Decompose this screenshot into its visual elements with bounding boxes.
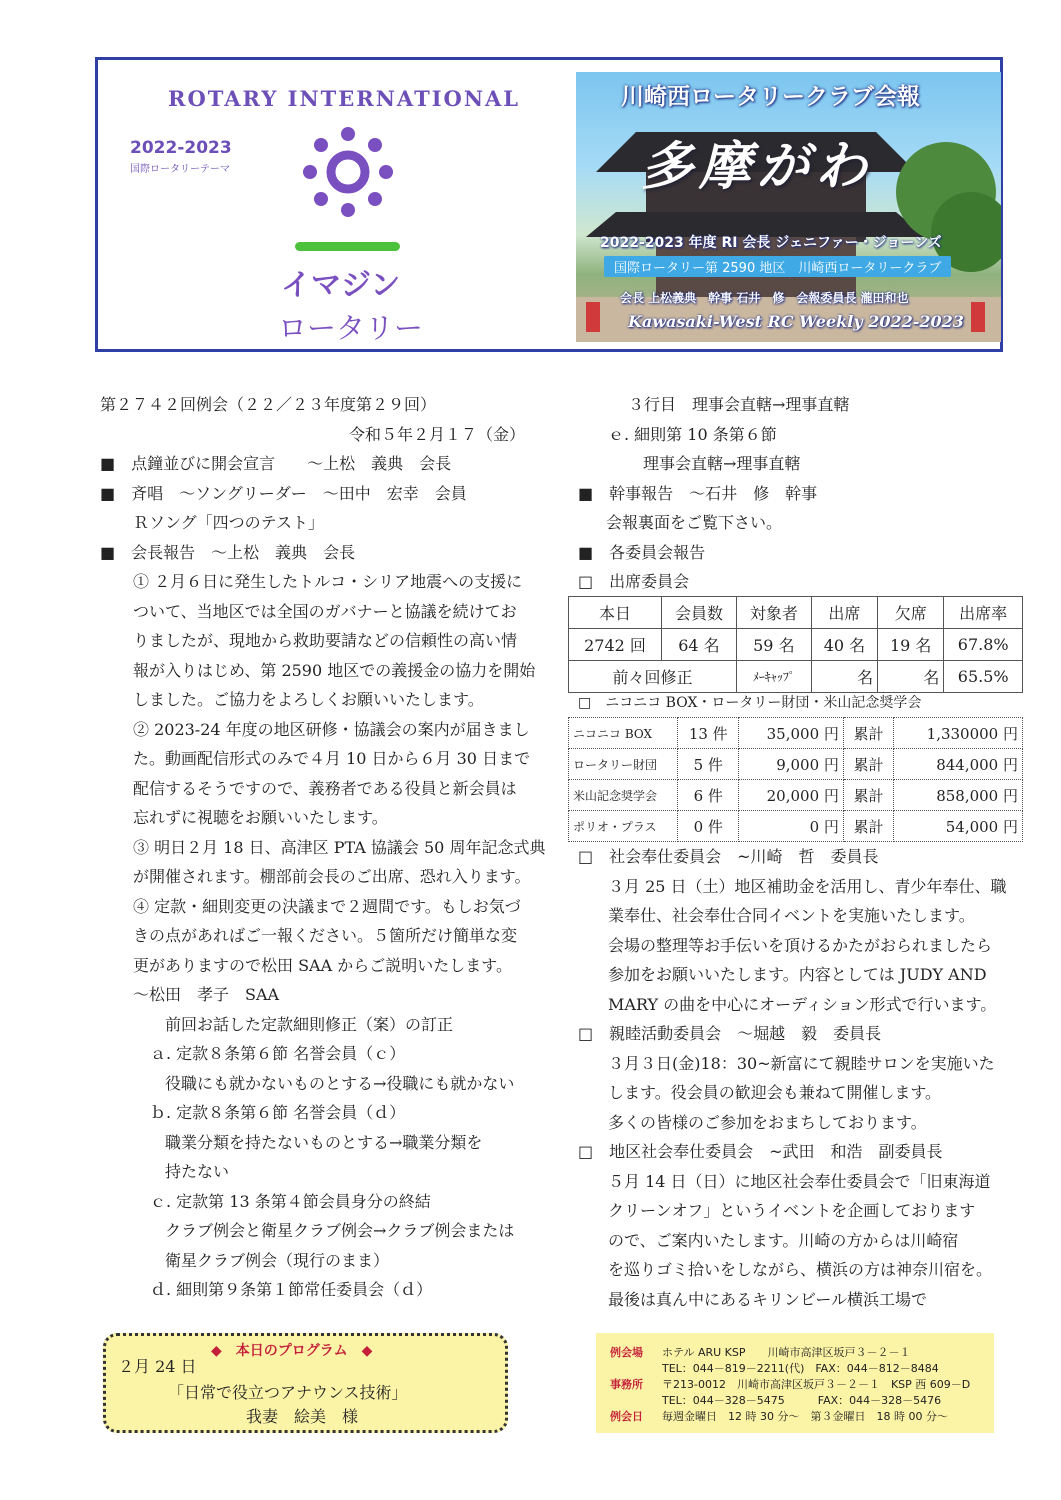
meeting-day-label: 例会日 — [610, 1410, 643, 1423]
report-line: 配信するそうですので、義務者である役員と新会員は — [133, 778, 517, 798]
table-cell: 2742 回 — [569, 629, 662, 661]
report-line: きの点があればご一報ください。５箇所だけ簡単な変 — [133, 926, 518, 945]
table-cell: 前々回修正 — [569, 661, 737, 693]
table-cell: 0 件 — [678, 811, 739, 842]
club-info-box — [596, 1333, 994, 1433]
venue-label: 例会場 — [610, 1346, 643, 1359]
table-cell: 35,000 円 — [739, 718, 843, 749]
left-column — [100, 390, 550, 1305]
table-row — [569, 629, 1023, 661]
table-cell: 19 名 — [878, 629, 944, 661]
table-cell: 累計 — [843, 811, 893, 842]
table-header: 本日 — [569, 597, 662, 629]
amendment-line: 職業分類を持たないものとする→職業分類を — [165, 1132, 483, 1152]
table-row — [569, 661, 1023, 693]
report-line: ので、ご案内いたします。川崎の方からは川崎宿 — [608, 1230, 959, 1250]
table-header: 出席 — [811, 597, 877, 629]
report-line: 会場の整理等お手伝いを頂けるかたがおられましたら — [608, 935, 993, 955]
agenda-item: ■ 斉唱 ～ソングリーダー ～田中 宏幸 会員 — [100, 483, 467, 503]
table-row — [569, 718, 1023, 749]
report-line: クリーンオフ」というイベントを企画しております — [608, 1201, 976, 1220]
club-officers: 会長 上松義典 幹事 石井 修 会報委員長 瀧田和也 — [620, 291, 909, 305]
table-cell: ニコニコ BOX — [569, 718, 678, 749]
table-cell: ﾒｰｷｬｯﾌﾟ — [736, 661, 811, 693]
office-phone: TEL：044－328－5475 FAX：044－328－5476 — [662, 1394, 942, 1407]
table-cell: 20,000 円 — [739, 780, 843, 811]
theme-label: 国際ロータリーテーマ — [130, 164, 230, 175]
table-cell: 67.8% — [944, 629, 1023, 661]
table-cell: 米山記念奨学会 — [569, 780, 678, 811]
donation-heading: □ ニコニコ BOX・ロータリー財団・米山記念奨学会 — [578, 695, 922, 711]
agenda-item: ■ 点鐘並びに開会宣言 ～上松 義典 会長 — [100, 454, 452, 473]
amendment-line: ３行目 理事会直轄→理事直轄 — [628, 395, 850, 414]
committee-heading: □ 地区社会奉仕委員会 ~武田 和浩 副委員長 — [578, 1142, 943, 1161]
program-box — [103, 1333, 508, 1433]
weekly-label: Kawasaki-West RC Weekly 2022-2023 — [628, 312, 964, 331]
table-cell: 844,000 円 — [894, 749, 1023, 780]
agenda-item: ■ 会長報告 ～上松 義典 会長 — [100, 542, 356, 562]
table-header: 欠席 — [878, 597, 944, 629]
venue-address: ホテル ARU KSP 川崎市高津区坂戸３－２－１ — [662, 1346, 911, 1359]
report-line: ② 2023-24 年度の地区研修・協議会の案内が届きまし — [133, 719, 530, 739]
imagine-text: イマジン — [281, 268, 401, 303]
table-cell: 累計 — [843, 749, 893, 780]
table-cell: 9,000 円 — [739, 749, 843, 780]
report-line: ついて、当地区では全国のガバナーと協議を続けてお — [133, 601, 517, 621]
rotary-text: ロータリー — [278, 311, 424, 345]
table-cell: ポリオ・プラス — [569, 811, 678, 842]
table-cell: 59 名 — [736, 629, 811, 661]
program-date: ２月 24 日 — [118, 1357, 197, 1376]
committee-heading: □ 社会奉仕委員会 ~川崎 哲 委員長 — [578, 847, 879, 866]
table-cell: 13 件 — [678, 718, 739, 749]
program-speaker: 我妻 絵美 様 — [246, 1407, 359, 1426]
report-line: ① ２月６日に発生したトルコ・シリア地震への支援に — [133, 572, 523, 591]
masthead — [95, 57, 1003, 352]
amendment-line: ｂ. 定款８条第６節 名誉会員（ｄ） — [150, 1103, 406, 1122]
venue-phone: TEL：044－819－2211(代) FAX：044－812－8484 — [662, 1362, 939, 1375]
amendment-line: 役職にも就かないものとする→役職にも就かない — [165, 1073, 515, 1093]
report-line: 報が入りはじめ、第 2590 地区での義援金の協力を開始 — [133, 660, 536, 680]
committee-heading: □ 親睦活動委員会 ～堀越 毅 委員長 — [578, 1024, 882, 1043]
amendment-line: ｅ. 細則第 10 条第６節 — [608, 424, 777, 444]
ri-title: ROTARY INTERNATIONAL — [168, 86, 521, 111]
report-line: た。動画配信形式のみで４月 10 日から６月 30 日まで — [133, 749, 531, 768]
table-cell: 6 件 — [678, 780, 739, 811]
amendment-line: 理事会直轄→理事直轄 — [643, 454, 801, 473]
report-line: します。役会員の歓迎会も兼ねて開催します。 — [608, 1083, 942, 1102]
table-cell: 0 円 — [739, 811, 843, 842]
theme-year: 2022-2023 — [130, 138, 232, 158]
donation-table — [568, 717, 1023, 842]
amendment-line: 前回お話した定款細則修正（案）の訂正 — [165, 1014, 454, 1034]
table-header: 会員数 — [662, 597, 737, 629]
table-row — [569, 780, 1023, 811]
right-column — [578, 390, 1018, 597]
rotary-theme-logo-icon — [298, 122, 398, 222]
ri-president: 2022-2023 年度 RI 会長 ジェニファー・ジョーンズ — [600, 235, 942, 251]
report-line: りましたが、現地から救助要請などの信頼性の高い情 — [133, 631, 518, 650]
meeting-day: 毎週金曜日 12 時 30 分～ 第３金曜日 18 時 00 分～ — [662, 1410, 948, 1423]
committee-reports — [578, 842, 1007, 1314]
report-line: ３月 25 日（土）地区補助金を活用し、青少年奉仕、職 — [608, 876, 1007, 896]
report-line: ５月 14 日（日）に地区社会奉仕委員会で「旧東海道 — [608, 1171, 991, 1191]
report-line: 最後は真ん中にあるキリンビール横浜工場で — [608, 1289, 928, 1309]
table-header: 出席率 — [944, 597, 1023, 629]
committee-heading: □ 出席委員会 — [578, 572, 690, 591]
agenda-detail: Ｒソング「四つのテスト」 — [133, 513, 325, 532]
agenda-detail: 会報裏面をご覧下さい。 — [606, 513, 783, 532]
program-title: 「日常で役立つアナウンス技術」 — [168, 1383, 408, 1402]
report-line: 多くの皆様のご参加をおまちしております。 — [608, 1112, 927, 1132]
table-row — [569, 811, 1023, 842]
office-address: 〒213-0012 川崎市高津区坂戸３－２－１ KSP 西 609－D — [662, 1378, 971, 1391]
bulletin-calligraphy: 多摩がわ — [641, 136, 874, 197]
report-line: 忘れずに視聴をお願いいたします。 — [133, 808, 388, 827]
report-line: 業奉仕、社会奉仕合同イベントを実施いたします。 — [608, 906, 975, 925]
table-cell: 858,000 円 — [894, 780, 1023, 811]
attendance-table — [568, 596, 1023, 693]
meeting-date: 令和５年２月１７（金） — [348, 424, 525, 444]
report-line: ④ 定款・細則変更の決議まで２週間です。もしお気づ — [133, 896, 521, 916]
report-line: 参加をお願いいたします。内容としては JUDY AND — [608, 965, 987, 984]
table-row — [569, 597, 1023, 629]
report-line: しました。ご協力をよろしくお願いいたします。 — [133, 690, 484, 709]
table-cell: 5 件 — [678, 749, 739, 780]
amendment-line: 持たない — [165, 1162, 230, 1181]
district-label: 国際ロータリー第 2590 地区 川崎西ロータリークラブ — [604, 256, 951, 277]
header-photo — [576, 72, 1001, 342]
table-cell: ロータリー財団 — [569, 749, 678, 780]
report-line: MARY の曲を中心にオーディション形式で行います。 — [608, 994, 997, 1014]
table-header: 対象者 — [736, 597, 811, 629]
agenda-item: ■ 各委員会報告 — [578, 542, 706, 562]
report-line: 更がありますので松田 SAA からご説明いたします。 — [133, 955, 512, 975]
table-cell: 54,000 円 — [894, 811, 1023, 842]
table-cell: 64 名 — [662, 629, 737, 661]
club-bulletin-title: 川崎西ロータリークラブ会報 — [621, 84, 920, 110]
table-cell: 名 — [878, 661, 944, 693]
meeting-number: 第２７４２回例会（２２／２３年度第２９回） — [100, 395, 437, 414]
report-line: が開催されます。棚部前会長のご出席、恐れ入ります。 — [133, 867, 531, 886]
amendment-line: ｄ. 細則第９条第１節常任委員会（ｄ） — [150, 1280, 433, 1299]
amendment-line: ｃ. 定款第 13 条第４節会員身分の終結 — [150, 1191, 431, 1211]
table-row — [569, 749, 1023, 780]
report-line: ～松田 孝子 SAA — [133, 985, 280, 1004]
green-divider — [295, 242, 400, 251]
table-cell: 累計 — [843, 718, 893, 749]
amendment-line: クラブ例会と衛星クラブ例会→クラブ例会または — [165, 1221, 515, 1240]
table-cell: 65.5% — [944, 661, 1023, 693]
office-label: 事務所 — [610, 1378, 643, 1391]
report-line: を巡りゴミ拾いをしながら、横浜の方は神奈川宿を。 — [608, 1260, 993, 1279]
program-heading: ◆ 本日のプログラム ◆ — [211, 1343, 373, 1359]
amendment-line: ａ. 定款８条第６節 名誉会員（ｃ） — [150, 1044, 406, 1063]
report-line: ３月３日(金)18：30~新富にて親睦サロンを実施いた — [608, 1053, 995, 1073]
report-line: ③ 明日２月 18 日、高津区 PTA 協議会 50 周年記念式典 — [133, 837, 546, 857]
table-cell: 名 — [811, 661, 877, 693]
agenda-item: ■ 幹事報告 ～石井 修 幹事 — [578, 483, 818, 503]
table-cell: 40 名 — [811, 629, 877, 661]
amendment-line: 衛星クラブ例会（現行のまま） — [165, 1250, 390, 1270]
table-cell: 1,330000 円 — [894, 718, 1023, 749]
table-cell: 累計 — [843, 780, 893, 811]
